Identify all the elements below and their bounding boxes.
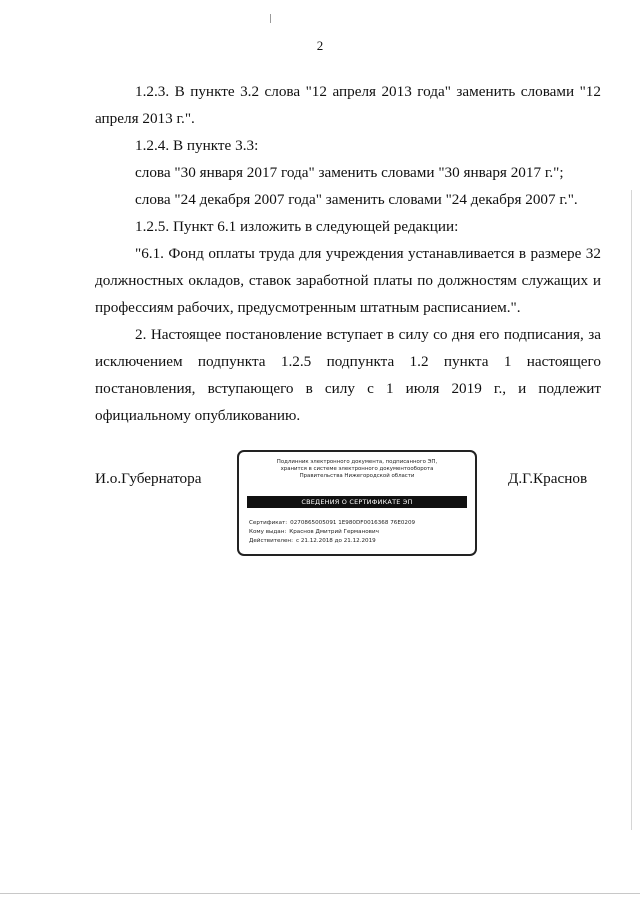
scan-artifact-mark (270, 14, 271, 23)
scan-artifact-edge (631, 190, 632, 830)
stamp-validity-line (249, 538, 376, 545)
paragraph: 1.2.5. Пункт 6.1 изложить в следующей редакции: (135, 218, 459, 235)
signatory-name: Д.Г.Краснов (508, 470, 588, 487)
paragraph: слова "24 декабря 2007 года" заменить словами "24 декабря 2007 г.". (135, 191, 578, 208)
paragraph: 2. Настоящее постановление вступает в силу со дня его подписания, за исключением подпункта 1.2.5 подпункта 1.2 пункта 1 настоящего постановления, вступающего в силу с 1 июля 2019 г., и подлежит официальному опубликованию. (95, 326, 601, 424)
electronic-signature-stamp (237, 450, 477, 556)
stamp-issued-to-label: Кому выдан: (249, 529, 287, 535)
stamp-notice-line: Подлинник электронного документа, подписанного ЭП, (276, 459, 438, 465)
stamp-issued-to-value: Краснов Дмитрий Германович (289, 529, 379, 535)
stamp-validity-value: с 21.12.2018 до 21.12.2019 (295, 538, 376, 544)
stamp-notice-line: Правительства Нижегородской области (299, 473, 415, 480)
stamp-certificate-line (249, 520, 415, 527)
document-body (95, 78, 601, 429)
stamp-certificate-value: 0270865005091 1E980DF0016368 76E0209 (290, 520, 416, 526)
stamp-issued-to-line (249, 529, 379, 536)
scan-artifact-bottom-line (0, 893, 640, 894)
page-number: 2 (316, 38, 324, 53)
paragraph: слова "30 января 2017 года" заменить словами "30 января 2017 г."; (135, 164, 564, 181)
paragraph: 1.2.4. В пункте 3.3: (135, 137, 259, 154)
stamp-notice (245, 459, 469, 481)
paragraph: "6.1. Фонд оплаты труда для учреждения устанавливается в размере 32 должностных окладов, ставок заработной платы по должностям служащих и профессиям рабочих, предусмотренным штатным расписанием.". (95, 245, 601, 316)
stamp-certificate-label: Сертификат: (249, 520, 288, 526)
stamp-notice-line: хранится в системе электронного документооборота (280, 466, 434, 473)
stamp-validity-label: Действителен: (249, 538, 293, 544)
signatory-position: И.о.Губернатора (95, 470, 202, 487)
stamp-banner: СВЕДЕНИЯ О СЕРТИФИКАТЕ ЭП (247, 496, 467, 508)
paragraph: 1.2.3. В пункте 3.2 слова "12 апреля 2013 года" заменить словами "12 апреля 2013 г.". (95, 83, 601, 127)
